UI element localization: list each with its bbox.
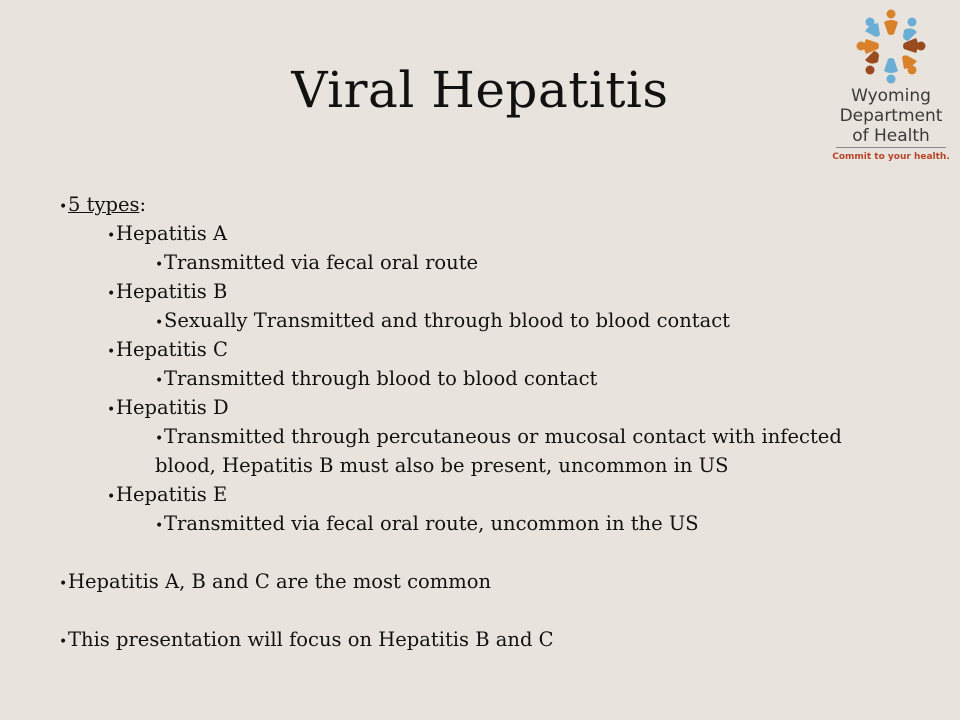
note-item <box>59 567 491 599</box>
bullet-intro <box>59 190 146 222</box>
logo-figures <box>857 10 926 84</box>
type-detail <box>155 509 699 541</box>
type-detail-continuation: blood, Hepatitis B must also be present, uncommon in US <box>155 454 729 477</box>
type-detail-text: Sexually Transmitted and through blood to blood contact <box>164 309 731 332</box>
bullet-icon: • <box>107 489 116 505</box>
bullet-icon: • <box>107 228 116 244</box>
bullet-icon: • <box>155 518 164 534</box>
logo-divider <box>836 147 946 148</box>
note-text: This presentation will focus on Hepatitis B and C <box>68 628 554 651</box>
type-name: Hepatitis B <box>116 280 228 303</box>
bullet-icon: • <box>155 315 164 331</box>
intro-suffix: : <box>139 193 147 216</box>
type-name: Hepatitis C <box>116 338 228 361</box>
type-detail <box>155 306 730 338</box>
type-item-hepatitis-d <box>107 393 229 425</box>
type-detail <box>155 364 597 396</box>
note-text: Hepatitis A, B and C are the most common <box>68 570 492 593</box>
type-item-hepatitis-c <box>107 335 228 367</box>
type-name: Hepatitis D <box>116 396 229 419</box>
type-item-hepatitis-a <box>107 219 227 251</box>
type-name: Hepatitis A <box>116 222 228 245</box>
people-circle-logo-icon <box>854 8 928 84</box>
type-detail-text: Transmitted through percutaneous or mucosal contact with infected <box>164 425 842 448</box>
bullet-icon: • <box>107 402 116 418</box>
logo-text-line: of Health <box>852 126 930 146</box>
logo-text-line: Department <box>839 106 943 126</box>
type-detail <box>155 248 478 280</box>
bullet-icon: • <box>59 634 68 650</box>
bullet-icon: • <box>107 286 116 302</box>
wyoming-department-of-health-logo <box>828 6 954 176</box>
type-detail-text: Transmitted via fecal oral route, uncommon in the US <box>164 512 699 535</box>
type-item-hepatitis-b <box>107 277 227 309</box>
bullet-icon: • <box>155 431 164 447</box>
type-name: Hepatitis E <box>116 483 228 506</box>
bullet-icon: • <box>155 373 164 389</box>
bullet-icon: • <box>107 344 116 360</box>
logo-text-line: Wyoming <box>851 86 931 106</box>
bullet-icon: • <box>59 576 68 592</box>
note-item <box>59 625 554 657</box>
slide-title: Viral Hepatitis <box>291 61 669 119</box>
type-detail-text: Transmitted via fecal oral route <box>164 251 479 274</box>
bullet-icon: • <box>59 199 68 215</box>
bullet-icon: • <box>155 257 164 273</box>
type-item-hepatitis-e <box>107 480 227 512</box>
intro-label: 5 types <box>68 193 140 216</box>
logo-tagline: Commit to your health. <box>832 152 950 162</box>
type-detail <box>155 422 842 454</box>
type-detail-text: Transmitted through blood to blood contact <box>164 367 598 390</box>
